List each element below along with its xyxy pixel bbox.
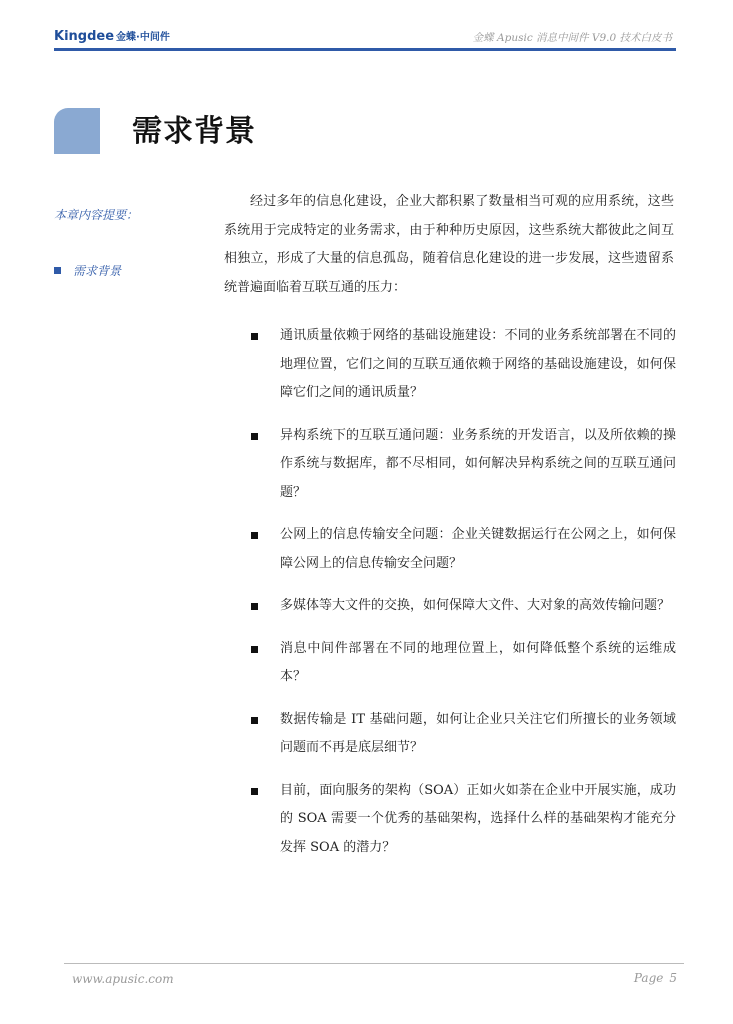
square-bullet-icon: [251, 717, 258, 724]
document-title: 金蝶 Apusic 消息中间件 V9.0 技术白皮书: [472, 32, 672, 44]
logo-subtitle: 金蝶·中间件: [116, 32, 170, 43]
list-item: [248, 635, 676, 692]
page-number: 5: [669, 971, 677, 985]
square-bullet-icon: [251, 333, 258, 340]
main-content: [224, 188, 674, 302]
page-header: [54, 26, 676, 54]
square-bullet-icon: [251, 788, 258, 795]
list-item: [248, 322, 676, 408]
list-item: [248, 521, 676, 578]
list-item-text: 异构系统下的互联互通问题：业务系统的开发语言，以及所依赖的操作系统与数据库，都不尽相同，如何解决异构系统之间的互联互通问题？: [280, 427, 676, 500]
list-item-text: 消息中间件部署在不同的地理位置上，如何降低整个系统的运维成本？: [280, 640, 676, 684]
list-item-text: 通讯质量依赖于网络的基础设施建设：不同的业务系统部署在不同的地理位置，它们之间的互联互通依赖于网络的基础设施建设，如何保障它们之间的通讯质量？: [280, 328, 676, 400]
list-item-text: 目前，面向服务的架构（SOA）正如火如荼在企业中开展实施，成功的 SOA 需要一个优秀的基础架构，选择什么样的基础架构才能充分发挥 SOA 的潜力？: [280, 782, 676, 855]
bullet-list: [248, 322, 676, 876]
square-bullet-icon: [251, 646, 258, 653]
sidebar-heading: 本章内容提要：: [54, 208, 139, 222]
square-bullet-icon: [251, 603, 258, 610]
list-item-text: 多媒体等大文件的交换，如何保障大文件、大对象的高效传输问题？: [280, 598, 671, 613]
header-divider: [54, 48, 676, 51]
intro-paragraph: 经过多年的信息化建设，企业大都积累了数量相当可观的应用系统，这些系统用于完成特定的业务需求，由于种种历史原因，这些系统大都彼此之间互相独立，形成了大量的信息孤岛，随着信息化建设的进一步发展，这些遗留系统普遍面临着互联互通的压力：: [224, 194, 674, 295]
footer-url[interactable]: www.apusic.com: [72, 972, 174, 986]
list-item: [248, 777, 676, 863]
square-bullet-icon: [54, 267, 61, 274]
chapter-title: 需求背景: [132, 114, 256, 149]
sidebar-item-label: 需求背景: [73, 264, 122, 278]
list-item-text: 公网上的信息传输安全问题：企业关键数据运行在公网之上，如何保障公网上的信息传输安全问题？: [280, 527, 676, 571]
chapter-title-block: [54, 108, 100, 154]
chapter-summary-sidebar: [54, 206, 204, 278]
footer-divider: [64, 963, 684, 964]
list-item: [248, 592, 676, 621]
kingdee-logo: [54, 28, 170, 44]
logo-text: Kingdee: [54, 29, 115, 44]
page-indicator: [634, 971, 677, 985]
list-item-text: 数据传输是 IT 基础问题，如何让企业只关注它们所擅长的业务领域问题而不再是底层细节？: [280, 711, 676, 755]
page-label: Page: [633, 971, 664, 985]
square-bullet-icon: [251, 532, 258, 539]
sidebar-item-requirements[interactable]: [54, 262, 121, 279]
square-bullet-icon: [251, 433, 258, 440]
list-item: [248, 706, 676, 763]
list-item: [248, 422, 676, 508]
